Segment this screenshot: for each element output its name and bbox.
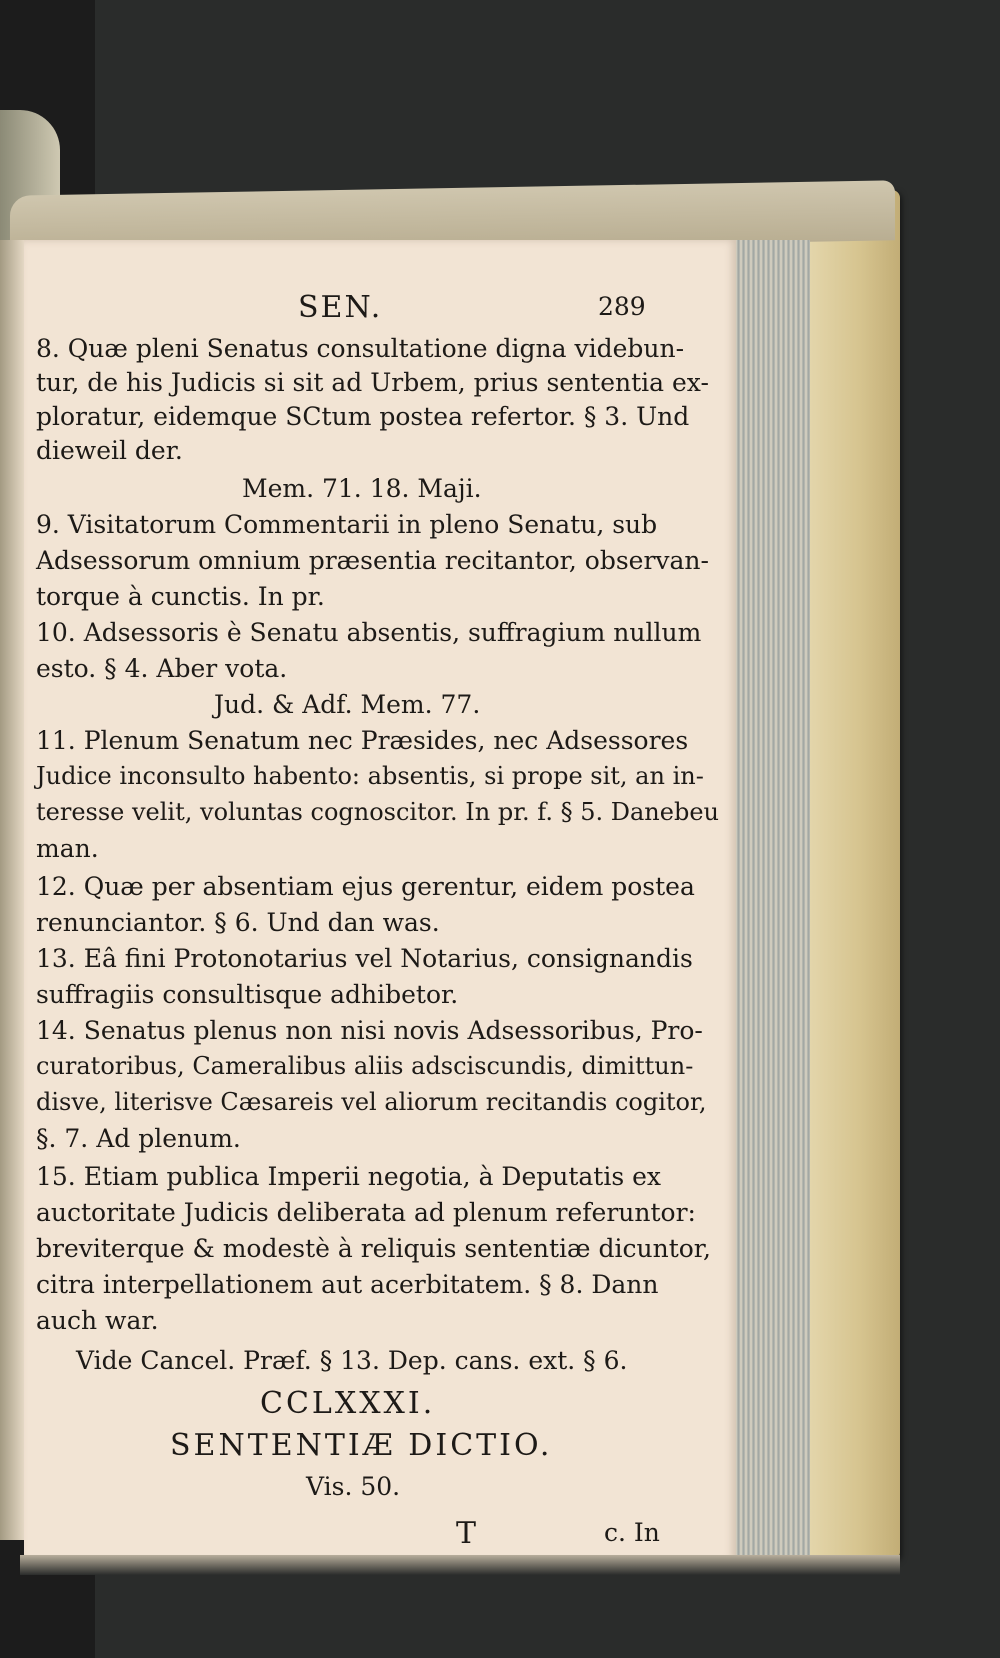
marginal-reference: Jud. & Adf. Mem. 77. <box>214 690 481 719</box>
text-line: teresse velit, voluntas cognoscitor. In pr. f. § 5. Danebeu <box>36 798 719 826</box>
text-line: 12. Quæ per absentiam ejus gerentur, eidem postea <box>36 872 695 901</box>
marginal-reference: Mem. 71. 18. Maji. <box>242 474 482 503</box>
text-line: Adsessorum omnium præsentia recitantor, observan- <box>36 546 709 575</box>
text-line: citra interpellationem aut acerbitatem. § 8. Dann <box>36 1270 659 1299</box>
text-line: Judice inconsulto habento: absentis, si prope sit, an in- <box>36 762 704 790</box>
page-number: 289 <box>598 292 646 321</box>
text-line: curatoribus, Cameralibus aliis adsciscundis, dimittun- <box>36 1052 694 1080</box>
text-line: 8. Quæ pleni Senatus consultatione digna videbun- <box>36 334 685 363</box>
text-line: 11. Plenum Senatum nec Præsides, nec Adsessores <box>36 726 689 755</box>
text-line: 13. Eâ fini Protonotarius vel Notarius, consignandis <box>36 944 693 973</box>
text-line: auch war. <box>36 1306 159 1335</box>
text-line: suffragiis consultisque adhibetor. <box>36 980 459 1009</box>
text-line: auctoritate Judicis deliberata ad plenum referuntor: <box>36 1198 696 1227</box>
text-line: ploratur, eidemque SCtum postea refertor. § 3. Und <box>36 402 690 431</box>
section-number: CCLXXXI. <box>260 1386 436 1421</box>
text-line: renunciantor. § 6. Und dan was. <box>36 908 440 937</box>
text-line: dieweil der. <box>36 436 183 465</box>
text-line: esto. § 4. Aber vota. <box>36 654 288 683</box>
text-line: §. 7. Ad plenum. <box>36 1124 241 1153</box>
text-line: man. <box>36 834 99 863</box>
text-line: disve, literisve Cæsareis vel aliorum recitandis cogitor, <box>36 1088 707 1116</box>
catchword: c. In <box>604 1518 660 1547</box>
page-edges <box>730 240 810 1570</box>
text-line: torque à cunctis. In pr. <box>36 582 325 611</box>
running-head-title: SEN. <box>298 290 383 325</box>
section-heading: SENTENTIÆ DICTIO. <box>170 1428 553 1463</box>
vellum-cover <box>800 190 900 1560</box>
text-line: breviterque & modestè à reliquis sententiæ dicuntor, <box>36 1234 711 1263</box>
signature-mark: T <box>456 1516 479 1551</box>
page-shadow <box>20 1555 900 1575</box>
text-line: 14. Senatus plenus non nisi novis Adsessoribus, Pro- <box>36 1016 703 1045</box>
cross-reference: Vide Cancel. Præf. § 13. Dep. cans. ext. § 6. <box>76 1346 628 1375</box>
text-line: 9. Visitatorum Commentarii in pleno Senatu, sub <box>36 510 658 539</box>
visitation-reference: Vis. 50. <box>306 1472 401 1501</box>
text-line: 15. Etiam publica Imperii negotia, à Deputatis ex <box>36 1162 662 1191</box>
text-line: tur, de his Judicis si sit ad Urbem, prius sententia ex- <box>36 368 709 397</box>
text-line: 10. Adsessoris è Senatu absentis, suffragium nullum <box>36 618 702 647</box>
